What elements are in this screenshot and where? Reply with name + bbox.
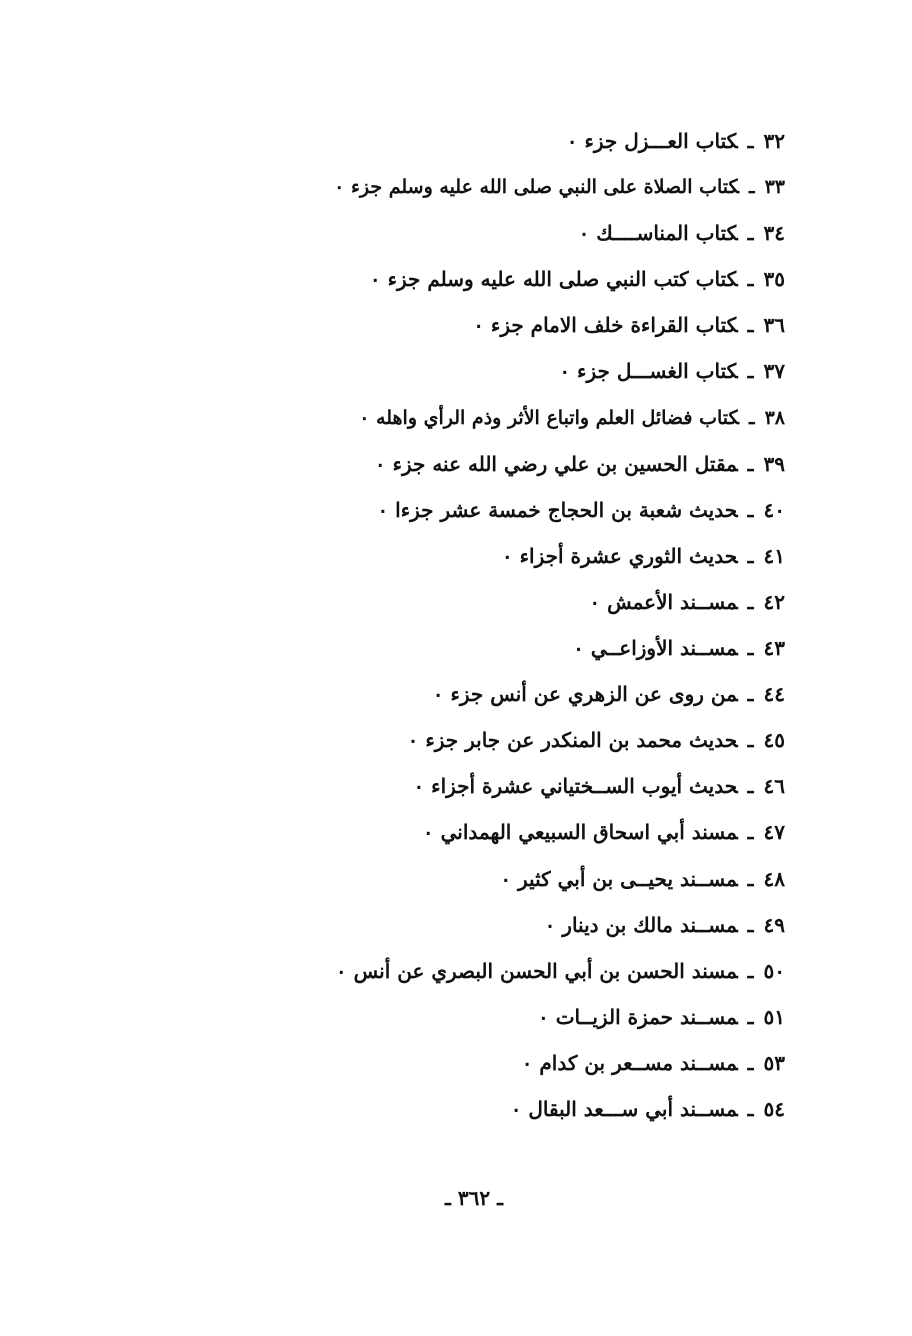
list-item (180, 902, 785, 948)
entry-title: كتاب فضائل العلم واتباع الأثر وذم الرأي واهله ٠ (359, 406, 739, 429)
entry-title: من روى عن الزهري عن أنس جزء ٠ (432, 682, 738, 707)
entry-dash: ـ (747, 866, 754, 891)
entry-number: ٣٩ (763, 451, 785, 476)
entry-number: ٤١ (763, 543, 785, 568)
entry-dash: ـ (747, 497, 754, 522)
list-item (180, 395, 785, 441)
list-item (180, 118, 785, 164)
entry-title: كتاب المناســــك ٠ (578, 221, 738, 246)
entry-number: ٤٥ (763, 728, 785, 753)
entry-dash: ـ (747, 912, 754, 937)
entry-title: مســند أبي ســـعد البقال ٠ (510, 1096, 738, 1121)
entry-title: مسند أبي اسحاق السبيعي الهمداني ٠ (422, 820, 738, 845)
list-item (180, 441, 785, 487)
entry-dash: ـ (747, 1050, 754, 1075)
entry-title: كتاب العـــزل جزء ٠ (566, 129, 738, 153)
entry-title: كتاب الصلاة على النبي صلى الله عليه وسلم جزء ٠ (334, 176, 739, 199)
entry-title: كتاب القراءة خلف الامام جزء ٠ (473, 313, 738, 338)
list-item (180, 256, 785, 302)
list-item (180, 763, 785, 809)
entry-number: ٤٠ (763, 497, 785, 522)
entry-number: ٥٤ (763, 1096, 785, 1121)
list-item (180, 164, 785, 210)
entry-number: ٤٤ (763, 682, 785, 707)
entry-list (180, 118, 785, 1132)
entry-dash: ـ (747, 774, 754, 799)
list-item (180, 1086, 785, 1132)
entry-number: ٣٨ (764, 406, 785, 429)
entry-dash: ـ (747, 129, 754, 153)
entry-number: ٤٢ (763, 589, 785, 614)
entry-dash: ـ (747, 1096, 754, 1121)
entry-title: مسند الحسن بن أبي الحسن البصري عن أنس ٠ (335, 958, 738, 983)
entry-number: ٤٣ (763, 636, 785, 661)
entry-dash: ـ (747, 359, 754, 384)
list-item (180, 533, 785, 579)
entry-dash: ـ (747, 958, 754, 983)
entry-dash: ـ (747, 543, 754, 568)
entry-number: ٥١ (763, 1004, 785, 1029)
entry-title: حديث الثوري عشرة أجزاء ٠ (501, 543, 738, 568)
entry-dash: ـ (747, 589, 754, 614)
entry-dash: ـ (747, 636, 754, 661)
entry-number: ٤٦ (763, 774, 785, 799)
list-item (180, 809, 785, 855)
entry-number: ٥٣ (763, 1050, 785, 1075)
entry-title: حديث شعبة بن الحجاج خمسة عشر جزءا ٠ (377, 497, 738, 522)
entry-dash: ـ (747, 682, 754, 707)
entry-number: ٤٩ (763, 912, 785, 937)
list-item (180, 348, 785, 394)
entry-title: مقتل الحسين بن علي رضي الله عنه جزء ٠ (374, 451, 738, 476)
entry-dash: ـ (747, 451, 754, 476)
entry-dash: ـ (747, 820, 754, 845)
entry-title: مســند يحيــى بن أبي كثير ٠ (500, 866, 738, 891)
list-item (180, 948, 785, 994)
entry-title: مســند مالك بن دينار ٠ (544, 912, 738, 937)
entry-title: مســند الأوزاعــي ٠ (573, 636, 738, 661)
entry-number: ٣٤ (763, 221, 785, 246)
entry-title: مســند مســعر بن كدام ٠ (521, 1050, 738, 1075)
list-item (180, 856, 785, 902)
list-item (180, 579, 785, 625)
list-item (180, 717, 785, 763)
entry-number: ٣٢ (763, 129, 785, 153)
entry-dash: ـ (747, 1004, 754, 1029)
list-item (180, 625, 785, 671)
entry-number: ٣٥ (763, 267, 785, 292)
entry-title: حديث أيوب الســختياني عشرة أجزاء ٠ (413, 774, 738, 799)
entry-title: مســند الأعمش ٠ (589, 589, 738, 614)
entry-dash: ـ (747, 313, 754, 338)
entry-number: ٤٨ (763, 866, 785, 891)
list-item (180, 994, 785, 1040)
list-item (180, 302, 785, 348)
entry-title: كتاب كتب النبي صلى الله عليه وسلم جزء ٠ (369, 267, 738, 292)
entry-dash: ـ (747, 728, 754, 753)
entry-title: كتاب الغســـل جزء ٠ (559, 359, 738, 384)
entry-title: مســند حمزة الزيــات ٠ (538, 1004, 738, 1029)
entry-dash: ـ (747, 221, 754, 246)
list-item (180, 487, 785, 533)
entry-dash: ـ (749, 406, 755, 429)
list-item (180, 1040, 785, 1086)
entry-number: ٥٠ (763, 958, 785, 983)
entry-dash: ـ (747, 267, 754, 292)
page-number: ـ ٣٦٢ ـ (445, 1186, 503, 1210)
entry-number: ٤٧ (763, 820, 785, 845)
entry-number: ٣٦ (763, 313, 785, 338)
entry-title: حديث محمد بن المنكدر عن جابر جزء ٠ (407, 728, 738, 753)
list-item (180, 671, 785, 717)
entry-dash: ـ (749, 176, 755, 199)
entry-number: ٣٣ (764, 176, 785, 199)
entry-number: ٣٧ (763, 359, 785, 384)
list-item (180, 210, 785, 256)
